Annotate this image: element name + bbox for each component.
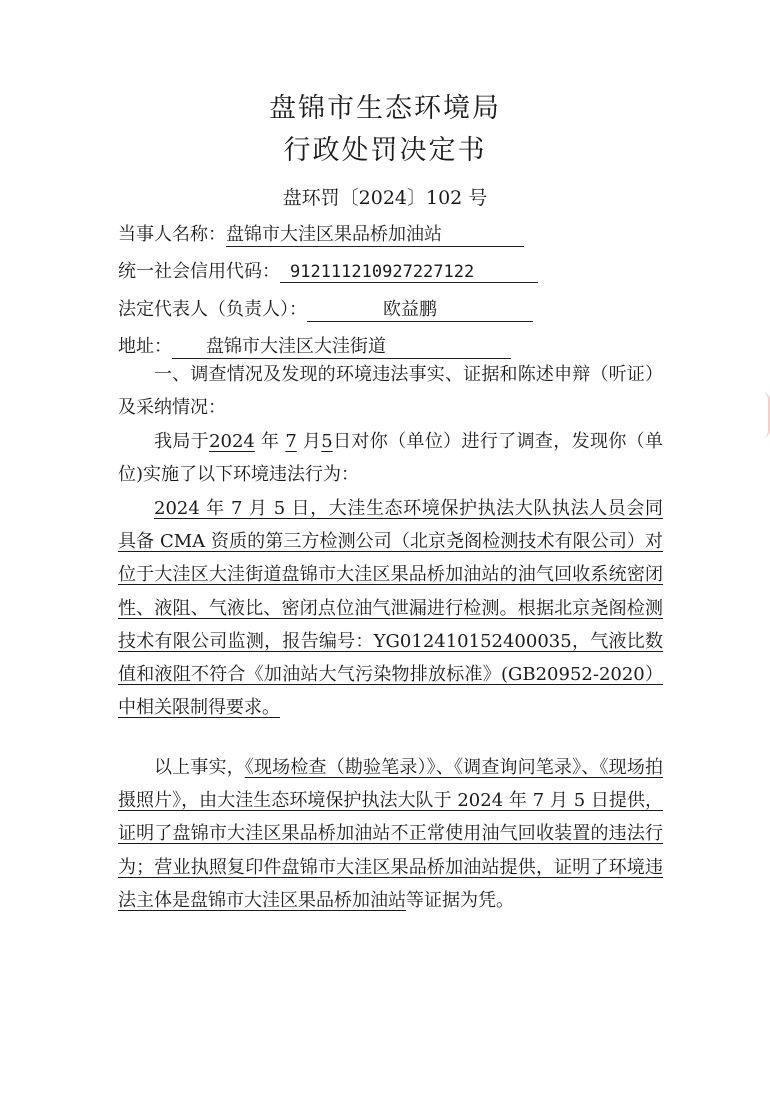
investigation-paragraph	[118, 425, 663, 491]
investigation-text-a: 我局于	[154, 431, 210, 452]
seal-edge-mark	[762, 392, 770, 438]
evidence-text-c: 等证据为凭。	[406, 889, 514, 911]
investigation-text-b: 年	[260, 431, 280, 452]
evidence-paragraph	[118, 751, 663, 917]
evidence-text-b: 《现场检查（勘验笔录）》、《调查询问笔录》、《现场拍摄照片》，由大洼生态环境保护执法大队于 2024 年 7 月 5 日提供，证明了盘锦市大洼区果品桥加油站不正常使用油气回收装置的违法行为；营业执照复印件盘锦市大洼区果品桥加油站提供，证明了环境违法主体是盘锦市大洼区果品桥加油站	[118, 757, 664, 911]
credit-code-line	[118, 257, 538, 283]
legal-rep-line	[118, 295, 533, 322]
legal-rep-value: 欧益鹏	[307, 295, 533, 322]
investigation-month: 7	[285, 431, 297, 452]
legal-rep-label: 法定代表人（负责人）：	[118, 299, 307, 320]
agency-title: 盘锦市生态环境局	[269, 93, 501, 124]
evidence-text-a: 以上事实，	[154, 757, 245, 778]
address-value: 盘锦市大洼区大洼街道	[172, 332, 511, 359]
party-name-line	[118, 220, 524, 247]
violation-facts-text: 2024 年 7 月 5 日，大洼生态环境保护执法大队执法人员会同具备 CMA 资质的第三方检测公司（北京尧阁检测技术有限公司）对位于大洼区大洼街道盘锦市大洼区果品桥加油站的油气回收系统密闭性、液阻、气液比、密闭点位油气泄漏进行检测。根据北京尧阁检测技术有限公司监测，报告编号：YG012410152400035，气液比数值和液阻不符合《加油站大气污染物排放标准》(GB20952-2020）中相关限制得要求。	[118, 498, 663, 719]
credit-code-label: 统一社会信用代码：	[118, 261, 280, 282]
document-number: 盘环罚〔2024〕102 号	[282, 187, 488, 209]
investigation-day: 5	[321, 431, 333, 452]
document-type-title: 行政处罚决定书	[283, 135, 487, 166]
violation-facts-paragraph	[118, 492, 663, 724]
credit-code-value: 91211121092722712​2	[280, 262, 538, 283]
address-label: 地址：	[118, 336, 172, 357]
investigation-text-d: 日对你（单位）进行了调查，发现你（单位)实施了以下环境违法行为：	[118, 431, 664, 486]
investigation-year: 2024	[209, 431, 255, 452]
party-name-value: 盘锦市大洼区果品桥加油站	[226, 220, 524, 247]
investigation-text-c: 月	[302, 431, 322, 452]
section-heading: 一、调查情况及发现的环境违法事实、证据和陈述申辩（听证）及采纳情况：	[118, 364, 663, 419]
address-line	[118, 332, 511, 359]
party-name-label: 当事人名称：	[118, 224, 226, 245]
